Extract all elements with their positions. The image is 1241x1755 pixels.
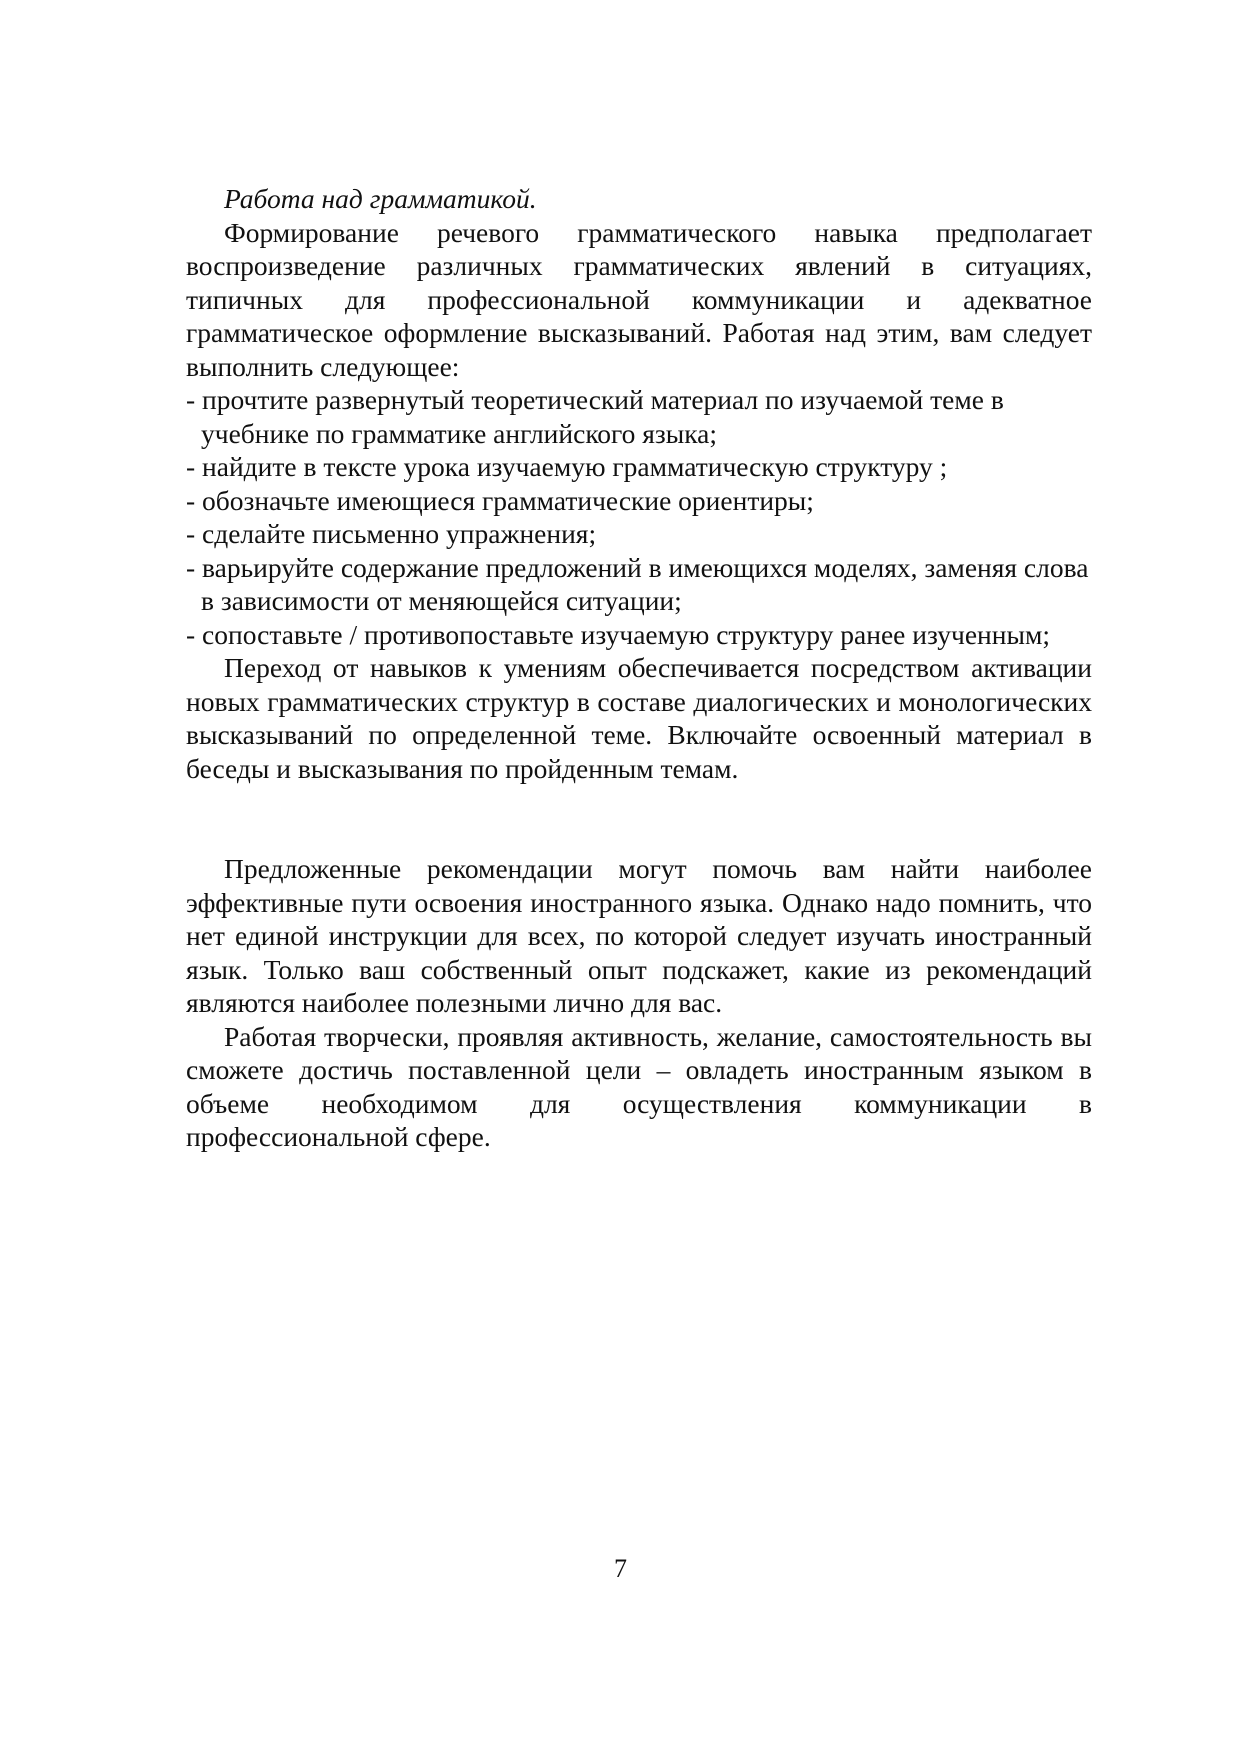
list-item: - найдите в тексте урока изучаемую грамматическую структуру ; [186, 451, 948, 482]
instruction-list [186, 383, 1092, 651]
page-number: 7 [614, 1554, 627, 1583]
list-item: - прочтите развернутый теоретический материал по изучаемой теме в учебнике по грамматике английского языка; [186, 384, 1004, 449]
transition-paragraph: Переход от навыков к умениям обеспечивается посредством активации новых грамматических структур в составе диалогических и монологических высказываний по определенной теме. Включайте освоенный материал в беседы и высказывания по пройденным темам. [186, 652, 1092, 784]
list-item: - варьируйте содержание предложений в имеющихся моделях, заменяя слова в зависимости от меняющейся ситуации; [186, 551, 1089, 616]
section-heading: Работа над грамматикой. [224, 183, 537, 214]
page-content [186, 182, 1092, 1154]
paragraph-gap [186, 785, 1092, 852]
closing-paragraph: Работая творчески, проявляя активность, желание, самостоятельность вы сможете достичь поставленной цели – овладеть иностранным языком в объеме необходимом для осуществления коммуникации в профессиональной сфере. [186, 1020, 1092, 1152]
recommendations-paragraph: Предложенные рекомендации могут помочь вам найти наиболее эффективные пути освоения иностранного языка. Однако надо помнить, что нет единой инструкции для всех, по которой следует изучать иностранный язык. Только ваш собственный опыт подскажет, какие из рекомендаций являются наиболее полезными лично для вас. [186, 853, 1092, 1018]
intro-paragraph: Формирование речевого грамматического навыка предполагает воспроизведение различных грамматических явлений в ситуациях, типичных для профессиональной коммуникации и адекватное грамматическое оформление высказываний. Работая над этим, вам следует выполнить следующее: [186, 216, 1092, 382]
list-item: - сопоставьте / противопоставьте изучаемую структуру ранее изученным; [186, 618, 1051, 650]
list-item: - сделайте письменно упражнения; [186, 518, 597, 549]
list-item: - обозначьте имеющиеся грамматические ориентиры; [186, 484, 814, 516]
